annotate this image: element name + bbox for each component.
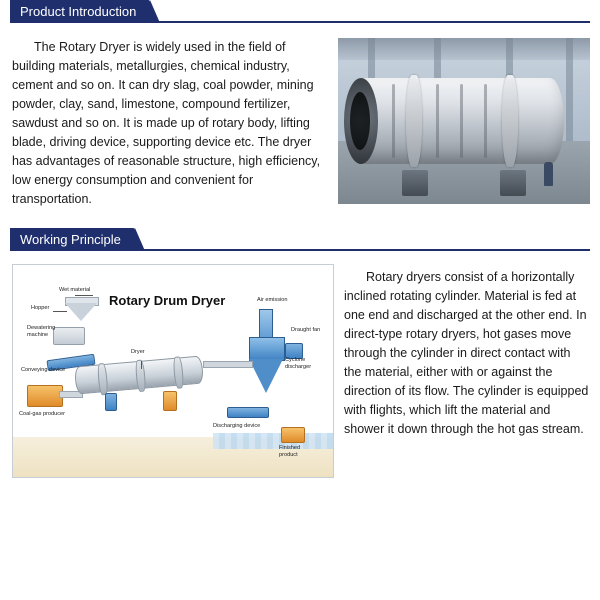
duct-drum-to-cyclone — [203, 361, 253, 368]
drum-band — [502, 75, 518, 167]
photo-roof — [338, 38, 590, 60]
section-header-working-principle — [10, 228, 590, 254]
label-discharging-device: Discharging device — [213, 423, 261, 429]
dryer-drum — [352, 78, 564, 164]
label-wet-material: Wet material — [59, 287, 91, 293]
drum-interior — [350, 92, 370, 150]
drum-rib — [460, 84, 463, 158]
drum-rib — [392, 84, 395, 158]
section-title-product-introduction: Product Introduction — [10, 0, 150, 23]
drum-support — [402, 170, 428, 196]
product-introduction-text — [12, 38, 324, 209]
label-dryer: Dryer — [131, 349, 145, 355]
product-introduction-block — [10, 38, 590, 228]
label-coal-gas-producer: Coal-gas producer — [19, 411, 66, 417]
diagram-title: Rotary Drum Dryer — [109, 293, 226, 308]
photo-worker — [544, 162, 553, 186]
drum-ring — [97, 363, 109, 396]
finished-product-pile — [281, 427, 305, 443]
leader-line — [141, 361, 142, 369]
product-introduction-body: The Rotary Dryer is widely used in the field of building materials, metallurgies, chemical industry, cement and so on. It can dry slag, coal powder, mining powder, clay, sand, limestone, compound fertilizer, sawdust and so on. It is made up of rotary body, lifting blade, driving device, supporting device etc. The dryer has advantages of reasonable structure, high efficiency, low energy consumption and convenient for transportation. — [12, 40, 321, 206]
discharging-device — [227, 407, 269, 418]
drum-support-base — [163, 391, 177, 411]
working-principle-text — [344, 268, 590, 439]
photo-wall-beam — [566, 38, 573, 141]
drum-drive-support — [105, 393, 117, 411]
leader-line — [75, 295, 93, 296]
hopper-shape — [65, 303, 97, 321]
label-conveying-device: Conveying device — [21, 367, 66, 373]
label-draught-fan: Draught fan — [291, 327, 321, 333]
coal-gas-producer — [27, 385, 63, 407]
drum-band — [406, 75, 422, 167]
drum-rib — [436, 84, 439, 158]
drum-support — [500, 170, 526, 196]
product-photo — [338, 38, 590, 204]
cyclone-cone — [249, 359, 283, 393]
label-air-emission: Air emission — [257, 297, 288, 303]
section-header-product-introduction — [10, 0, 590, 26]
label-finished-product: Finished product — [279, 445, 301, 458]
drum-rib — [484, 84, 487, 158]
cyclone-body — [249, 337, 285, 361]
drum-open-end — [344, 78, 378, 164]
label-hopper: Hopper — [31, 305, 50, 311]
working-principle-block — [10, 264, 590, 484]
working-principle-body: Rotary dryers consist of a horizontally inclined rotating cylinder. Material is fed at one end and discharged at the other end. In direct-type rotary dryers, hot gases move through the cylinder in direct contact with the material, either with or against the direction of its flow. The cylinder is equipped with flights, which lift the material and shower it down through the hot gas stream. — [344, 270, 589, 436]
section-title-working-principle: Working Principle — [10, 228, 135, 251]
leader-line — [53, 311, 67, 312]
label-dewatering-machine: Dewatering machine — [27, 325, 56, 338]
drum-ring — [173, 356, 185, 389]
label-cyclone-discharger: Cyclone discharger — [285, 357, 312, 370]
rotary-drum-dryer-diagram — [12, 264, 334, 478]
